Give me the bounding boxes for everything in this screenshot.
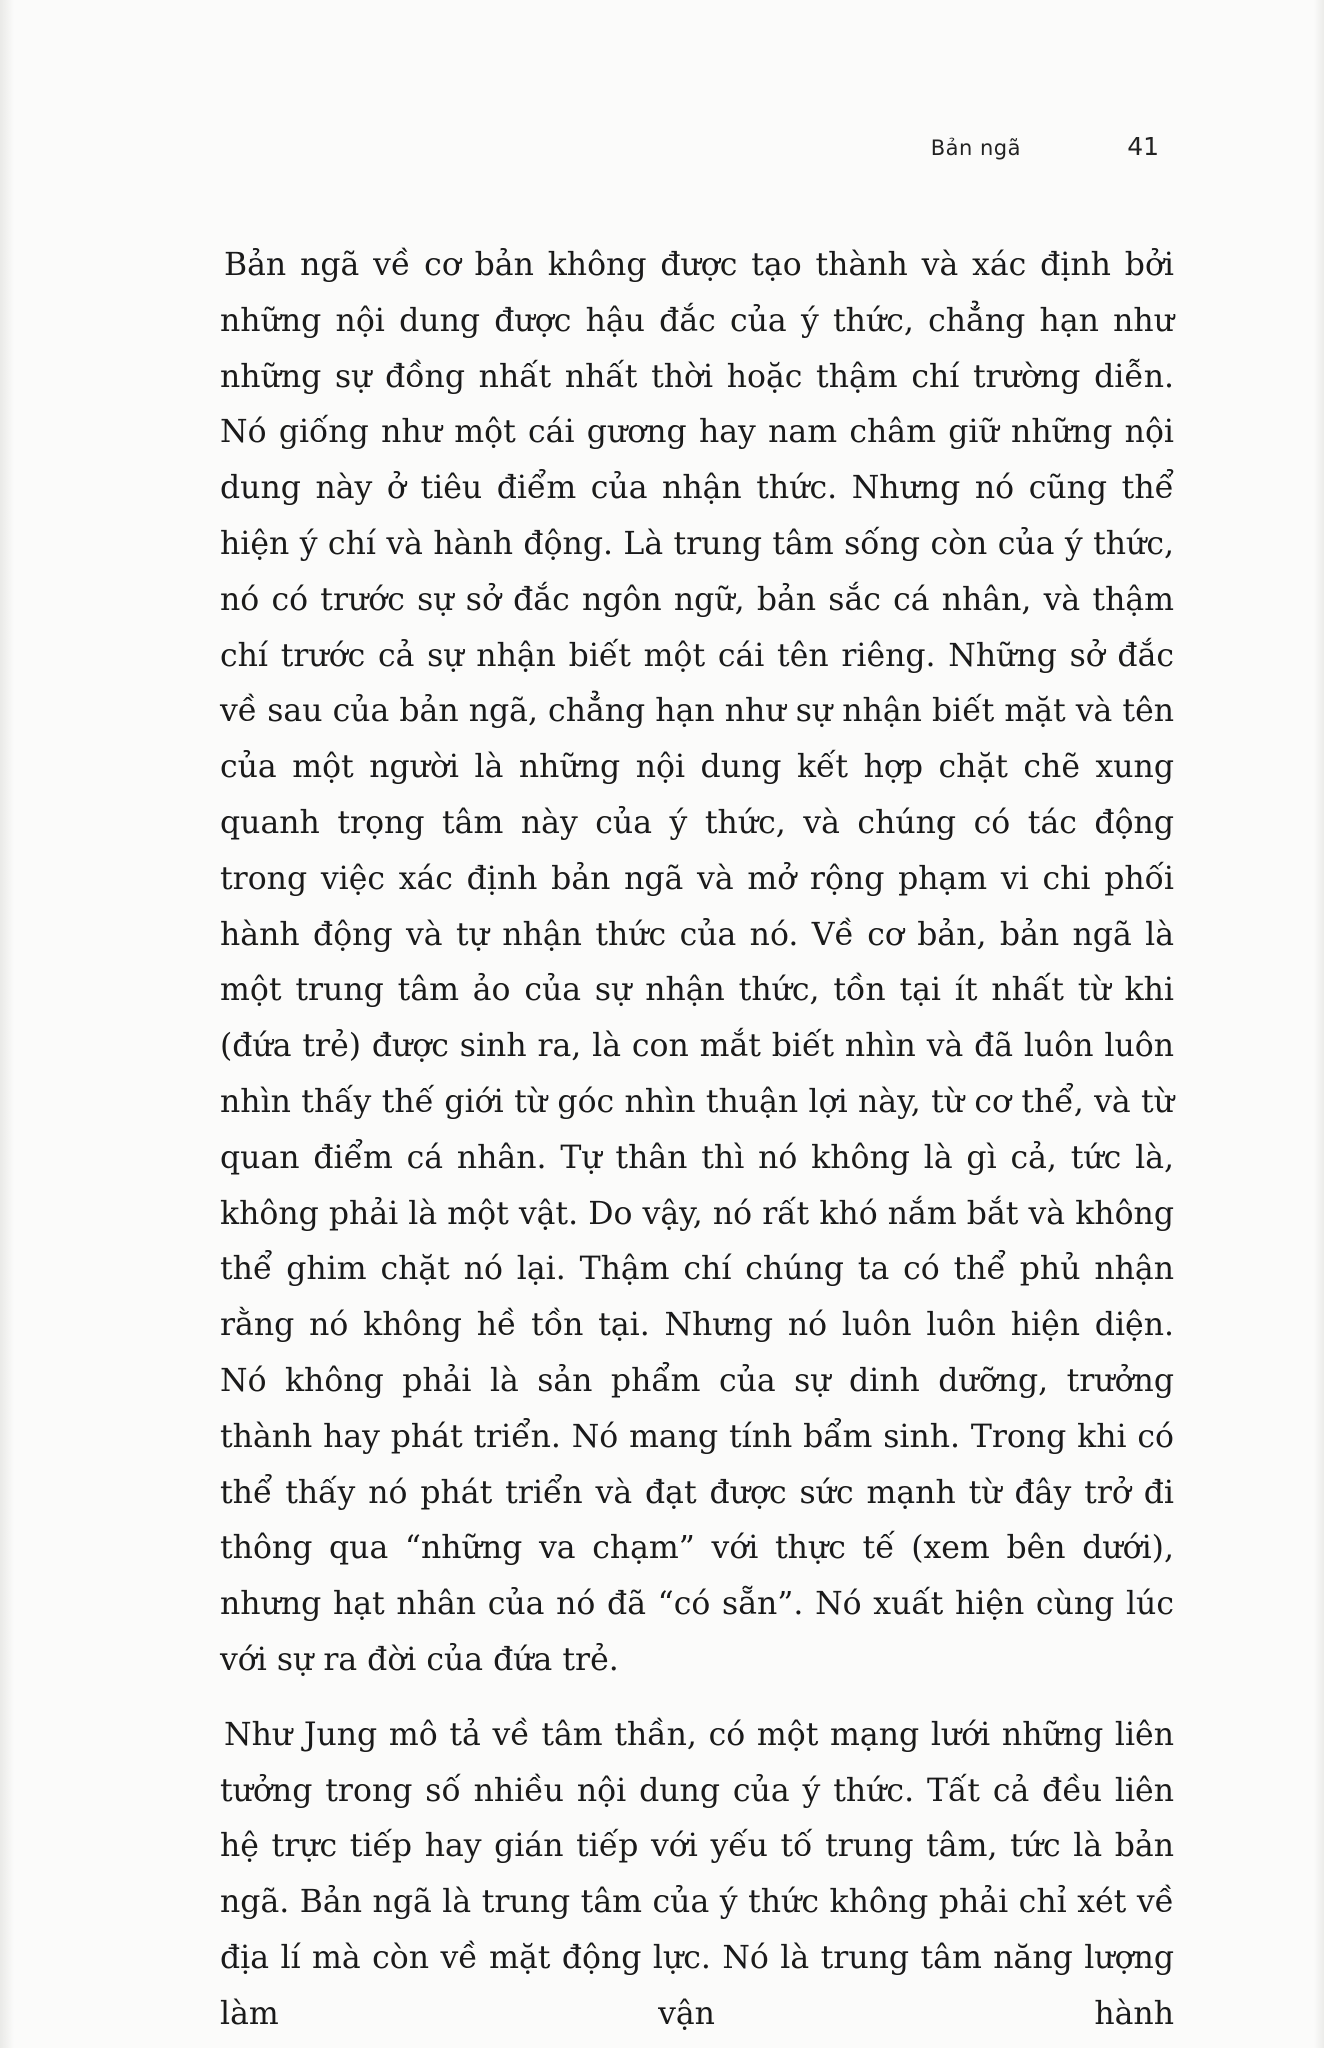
running-header — [0, 132, 1324, 176]
paragraph-2: Như Jung mô tả về tâm thần, có một mạng lưới những liên tưởng trong số nhiều nội dung của ý thức. Tất cả đều liên hệ trực tiếp hay gián tiếp với yếu tố trung tâm, tức là bản ngã. Bản ngã là trung tâm của ý thức không phải chỉ xét về địa lí mà còn về mặt động lực. Nó là trung tâm năng lượng làm vận hành — [220, 1716, 1174, 2032]
paragraph-1: Bản ngã về cơ bản không được tạo thành và xác định bởi những nội dung được hậu đắc của ý thức, chẳng hạn như những sự đồng nhất nhất thời hoặc thậm chí trường diễn. Nó giống như một cái gương hay nam châm giữ những nội dung này ở tiêu điểm của nhận thức. Nhưng nó cũng thể hiện ý chí và hành động. Là trung tâm sống còn của ý thức, nó có trước sự sở đắc ngôn ngữ, bản sắc cá nhân, và thậm chí trước cả sự nhận biết một cái tên riêng. Những sở đắc về sau của bản ngã, chẳng hạn như sự nhận biết mặt và tên của một người là những nội dung kết hợp chặt chẽ xung quanh trọng tâm này của ý thức, và chúng có tác động trong việc xác định bản ngã và mở rộng phạm vi chi phối hành động và tự nhận thức của nó. Về cơ bản, bản ngã là một trung tâm ảo của sự nhận thức, tồn tại ít nhất từ khi (đứa trẻ) được sinh ra, là con mắt biết nhìn và đã luôn luôn nhìn thấy thế giới từ góc nhìn thuận lợi này, từ cơ thể, và từ quan điểm cá nhân. Tự thân thì nó không là gì cả, tức là, không phải là một vật. Do vậy, nó rất khó nắm bắt và không thể ghim chặt nó lại. Thậm chí chúng ta có thể phủ nhận rằng nó không hề tồn tại. Nhưng nó luôn luôn hiện diện. Nó không phải là sản phẩm của sự dinh dưỡng, trưởng thành hay phát triển. Nó mang tính bẩm sinh. Trong khi có thể thấy nó phát triển và đạt được sức mạnh từ đây trở đi thông qua “những va chạm” với thực tế (xem bên dưới), nhưng hạt nhân của nó đã “có sẵn”. Nó xuất hiện cùng lúc với sự ra đời của đứa trẻ. — [220, 247, 1174, 1678]
page-number: 41 — [1127, 132, 1159, 161]
scan-shadow-left — [0, 0, 14, 2048]
scan-shadow-right — [1314, 0, 1324, 2048]
header-chapter-title: Bản ngã — [930, 136, 1021, 160]
body-text — [220, 238, 1174, 2062]
